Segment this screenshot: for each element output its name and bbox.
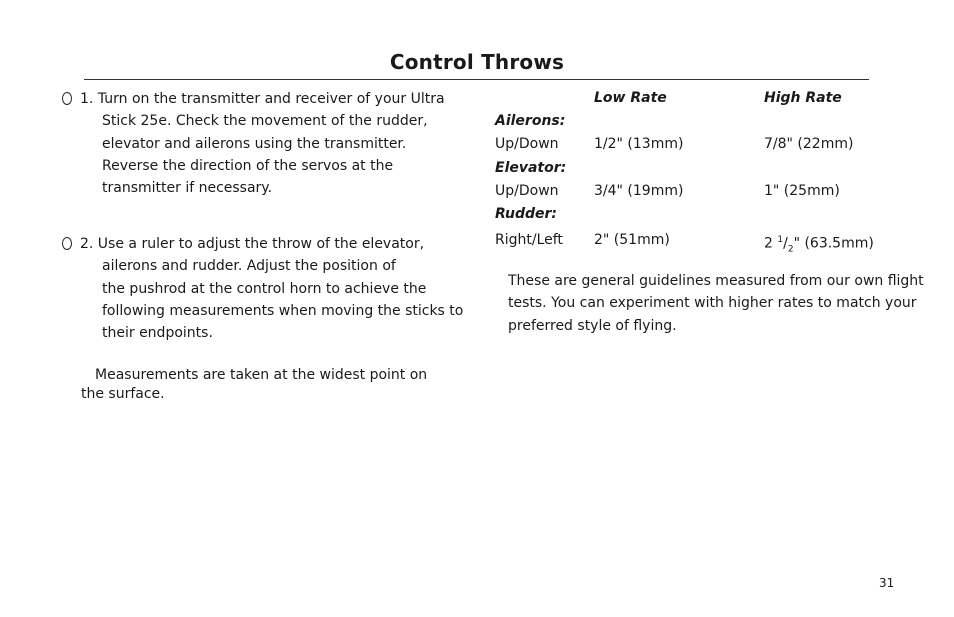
elevator-direction: Up/Down: [495, 183, 559, 199]
step-2-line-2: ailerons and rudder. Adjust the position of: [102, 258, 396, 275]
low-rate-header: Low Rate: [594, 90, 667, 106]
checkbox-icon[interactable]: [62, 237, 72, 250]
guidelines-line-3: preferred style of flying.: [508, 317, 677, 334]
guidelines-line-2: tests. You can experiment with higher rates to match your: [508, 295, 917, 312]
elevator-low-rate: 3/4" (19mm): [594, 183, 684, 199]
ailerons-high-rate: 7/8" (22mm): [764, 136, 854, 152]
checkbox-icon[interactable]: [62, 92, 72, 105]
ailerons-direction: Up/Down: [495, 136, 559, 152]
elevator-label: Elevator:: [495, 160, 567, 176]
step-1-line-3: elevator and ailerons using the transmitter.: [102, 135, 407, 152]
step-1: [62, 88, 445, 199]
measurement-note: [81, 366, 435, 404]
step-1-line-4: Reverse the direction of the servos at the: [102, 157, 394, 174]
ailerons-label: Ailerons:: [495, 113, 566, 129]
elevator-high-rate: 1" (25mm): [764, 183, 840, 199]
step-1-line-2: Stick 25e. Check the movement of the rudder,: [102, 113, 428, 130]
step-2-line-3: the pushrod at the control horn to achieve the: [102, 280, 427, 297]
page-number: 31: [879, 576, 895, 590]
step-2-line-1: 2. Use a ruler to adjust the throw of the elevator,: [62, 233, 442, 255]
guidelines-paragraph: [508, 270, 924, 337]
high-rate-header: High Rate: [764, 90, 842, 106]
rudder-high-rate: 2 $^1/_2$" (63.5mm): [764, 235, 874, 255]
rudder-low-rate: 2" (51mm): [594, 232, 670, 248]
page-title: Control Throws: [389, 50, 565, 74]
title-divider: [84, 79, 869, 80]
step-2-line-5: their endpoints.: [102, 325, 213, 342]
ailerons-low-rate: 1/2" (13mm): [594, 136, 684, 152]
step-2-line-4: following measurements when moving the sticks to: [102, 302, 464, 319]
step-1-line-5: transmitter if necessary.: [102, 180, 273, 197]
note-line-2: the surface.: [81, 386, 165, 402]
step-1-line-1: 1. Turn on the transmitter and receiver of your Ultra: [62, 88, 442, 110]
rudder-direction: Right/Left: [495, 232, 563, 248]
step-2: [62, 233, 464, 344]
guidelines-line-1: These are general guidelines measured from our own flight: [508, 273, 924, 289]
rudder-label: Rudder:: [495, 206, 558, 222]
note-line-1: Measurements are taken at the widest point on: [95, 367, 428, 383]
